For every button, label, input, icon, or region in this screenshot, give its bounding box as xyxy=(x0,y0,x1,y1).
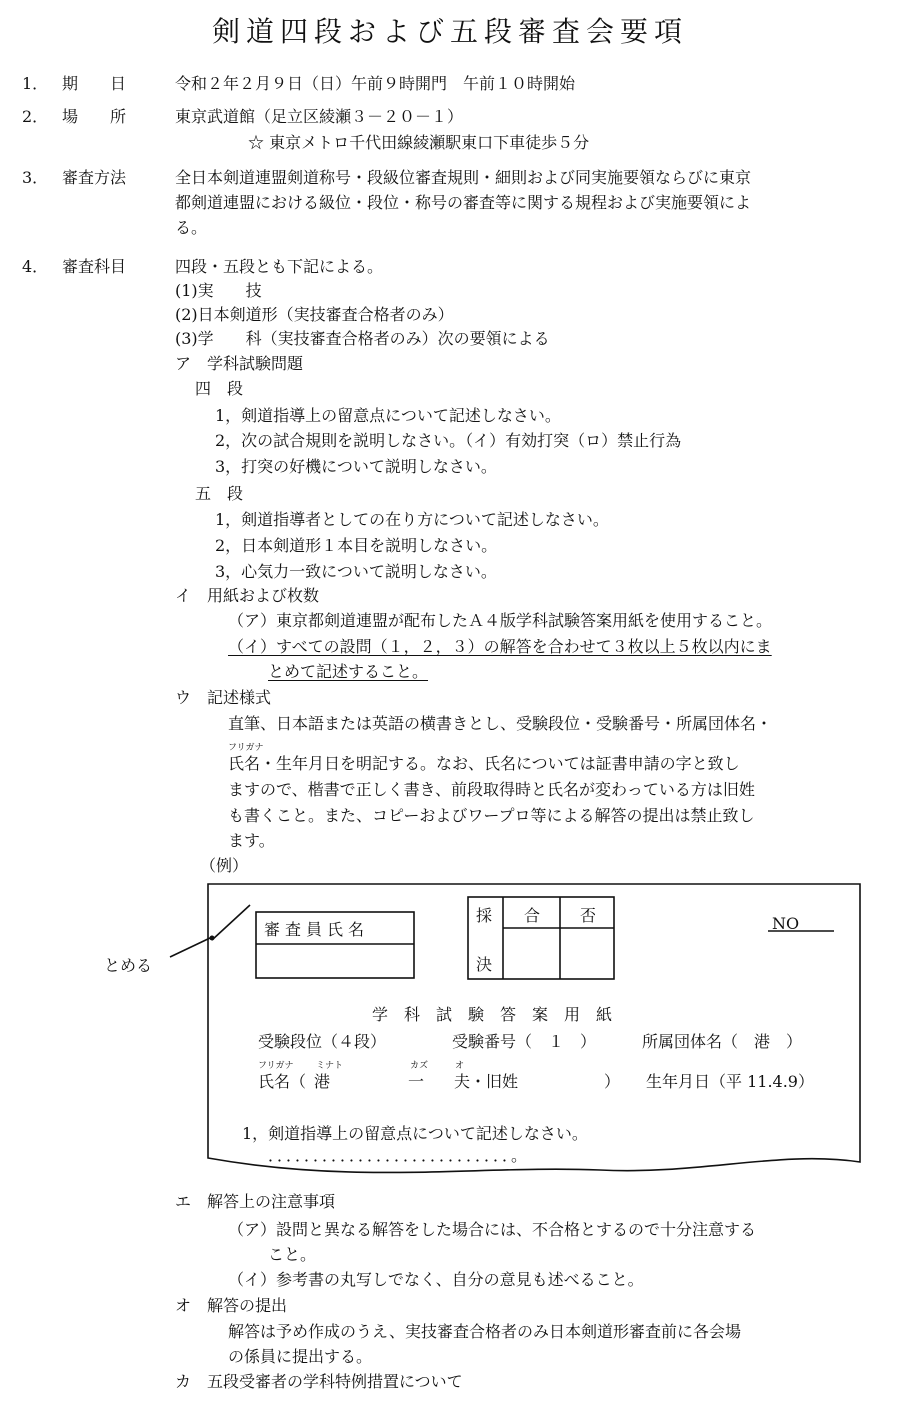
subheading-o: オ 解答の提出 xyxy=(175,1296,288,1315)
section-3-line: 全日本剣道連盟剣道称号・段級位審査規則・細則および同実施要領ならびに東京 xyxy=(175,168,752,187)
surname-furigana: ミナト xyxy=(316,1061,344,1071)
dan4-question: 1，剣道指導上の留意点について記述しなさい。 xyxy=(215,406,561,425)
note-b: （イ）参考書の丸写しでなく、自分の意見も述べること。 xyxy=(228,1270,644,1289)
examiner-label: 審査員氏名 xyxy=(264,920,370,939)
given-furigana-2: オ xyxy=(455,1061,465,1071)
subheading-e: エ 解答上の注意事項 xyxy=(175,1192,336,1211)
section-1-number: 1． xyxy=(22,74,49,93)
paper-rule-a: （ア）東京都剣道連盟が配布したＡ４版学科試験答案用紙を使用すること。 xyxy=(228,611,773,630)
section-3-label: 審査方法 xyxy=(62,168,127,187)
given-name-2: 夫 xyxy=(454,1072,471,1091)
section-4-label: 審査科目 xyxy=(62,257,127,276)
surname: 港 xyxy=(314,1072,331,1091)
dan4-question: 2，次の試合規則を説明しなさい。（イ）有効打突（ロ）禁止行為 xyxy=(215,431,682,450)
subheading-ka: カ 五段受審者の学科特例措置について xyxy=(175,1372,463,1391)
subheading-a: ア 学科試験問題 xyxy=(175,354,304,373)
former-surname-label: ・旧姓 xyxy=(470,1072,519,1091)
name-label: 氏名（ xyxy=(258,1072,307,1091)
number-label: NO xyxy=(772,914,800,933)
subject-item: (3)学 科（実技審査合格者のみ）次の要領による xyxy=(175,329,550,348)
note-a-cont: こと。 xyxy=(268,1245,317,1264)
judgement-label-2: 決 xyxy=(476,955,493,974)
staple-label: とめる xyxy=(104,956,153,975)
section-3-line: 都剣道連盟における級位・段位・称号の審査等に関する規程および実施要領によ xyxy=(175,193,752,212)
exam-number: 受験番号（ １ ） xyxy=(452,1032,597,1051)
name-furigana: フリガナ xyxy=(258,1061,294,1071)
dan5-question: 3，心気力一致について説明しなさい。 xyxy=(215,562,497,581)
sheet-title: 学 科 試 験 答 案 用 紙 xyxy=(372,1005,613,1024)
staple-line xyxy=(212,905,250,940)
section-2-venue: 東京武道館（足立区綾瀬３－２０－１） xyxy=(175,107,464,126)
format-line: も書くこと。また、コピーおよびワープロ等による解答の提出は禁止致し xyxy=(228,806,755,825)
dan5-question: 2，日本剣道形１本目を説明しなさい。 xyxy=(215,536,498,555)
dan4-question: 3，打突の好機について説明しなさい。 xyxy=(215,457,497,476)
exam-rank: 受験段位（４段） xyxy=(258,1032,387,1051)
paper-rule-b: （イ）すべての設問（１，２，３）の解答を合わせて３枚以上５枚以内にま xyxy=(228,637,772,656)
staple-point xyxy=(210,936,215,941)
organization: 所属団体名（ 港 ） xyxy=(642,1032,803,1051)
format-line: 直筆、日本語または英語の横書きとし、受験段位・受験番号・所属団体名・ xyxy=(228,714,773,733)
subheading-i: イ 用紙および枚数 xyxy=(175,586,320,605)
format-line: ます。 xyxy=(228,831,275,850)
section-4-intro: 四段・五段とも下記による。 xyxy=(175,257,384,276)
given-furigana-1: カズ xyxy=(410,1061,429,1071)
format-furigana: フリガナ xyxy=(228,743,264,753)
dan5-question: 1，剣道指導者としての在り方について記述しなさい。 xyxy=(215,510,609,529)
section-2-access: ☆ 東京メトロ千代田線綾瀬駅東口下車徒歩５分 xyxy=(248,133,590,152)
paper-rule-b-cont: とめて記述すること。 xyxy=(268,662,429,681)
format-line: 氏名・生年月日を明記する。なお、氏名については証書申請の字と致し xyxy=(228,754,740,773)
example-label: （例） xyxy=(200,856,249,875)
section-3-number: 3． xyxy=(22,168,49,187)
subject-item: (2)日本剣道形（実技審査合格者のみ） xyxy=(175,305,454,324)
judgement-label-1: 採 xyxy=(476,906,493,925)
section-4-number: 4． xyxy=(22,257,49,276)
document-title: 剣道四段および五段審査会要項 xyxy=(211,15,688,48)
dan4-label: 四 段 xyxy=(195,379,244,398)
note-a: （ア）設問と異なる解答をした場合には、不合格とするので十分注意する xyxy=(228,1220,757,1239)
subject-item: (1)実 技 xyxy=(175,281,262,300)
section-1-date: 令和２年２月９日（日）午前９時開門 午前１０時開始 xyxy=(175,74,576,93)
given-name-1: 一 xyxy=(408,1072,425,1091)
name-close: ） xyxy=(604,1072,621,1091)
sample-question: 1，剣道指導上の留意点について記述しなさい。 xyxy=(242,1124,588,1143)
section-2-number: 2． xyxy=(22,107,49,126)
dan5-label: 五 段 xyxy=(195,484,244,503)
format-line: ますので、楷書で正しく書き、前段取得時と氏名が変わっている方は旧姓 xyxy=(228,780,755,799)
section-3-line: る。 xyxy=(175,218,208,237)
date-of-birth: 生年月日（平 11.4.9） xyxy=(646,1072,814,1091)
subheading-u: ウ 記述様式 xyxy=(175,688,272,707)
section-1-label: 期 日 xyxy=(62,74,127,93)
submission-line: 解答は予め作成のうえ、実技審査合格者のみ日本剣道形審査前に各会場 xyxy=(228,1322,741,1341)
section-2-label: 場 所 xyxy=(62,107,127,126)
sample-dots: ．．．．．．．．．．．．．．．．．．．．．．．．．．．。 xyxy=(268,1146,529,1165)
fail-label: 否 xyxy=(580,906,597,925)
pass-label: 合 xyxy=(524,906,541,925)
submission-line: の係員に提出する。 xyxy=(228,1347,373,1366)
